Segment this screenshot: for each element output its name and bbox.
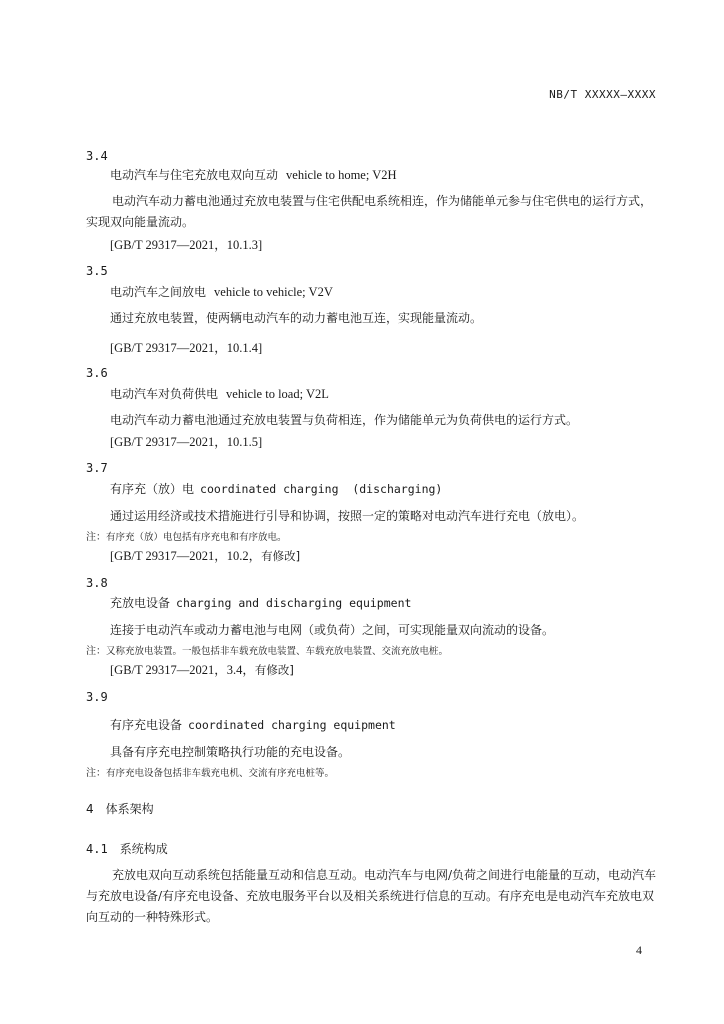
term-chinese: 有序充（放）电 [110,482,195,496]
note-label: 注： [86,532,106,543]
body-paragraph: 充放电双向互动系统包括能量互动和信息互动。电动汽车与电网/负荷之间进行电能量的互动，电动汽车与充放电设备/有序充电设备、充放电服务平台以及相关系统进行信息的互动。有序充电是电动汽车充放电双向互动的一种特殊形式。 [86,868,657,924]
term-title [110,480,442,497]
note-text: 有序充电设备包括非车载充电机、交流有序充电桩等。 [106,768,335,779]
term-reference: [GB/T 29317—2021，10.1.4] [110,341,263,355]
term-number: 3.8 [86,576,108,590]
term-chinese: 电动汽车之间放电 [110,285,207,299]
term-definition: 具备有序充电控制策略执行功能的充电设备。 [110,745,351,759]
document-code: NB/T XXXXX—XXXX [549,88,656,101]
term-note [86,642,448,657]
term-number: 3.5 [86,264,108,278]
term-chinese: 有序充电设备 [110,718,183,732]
reference-code: [GB/T 29317—2021，10.2， [110,549,262,563]
term-number: 3.7 [86,461,108,475]
term-chinese: 充放电设备 [110,596,171,610]
note-label: 注： [86,646,106,657]
subsection-heading [86,840,168,857]
section-number: 4 [86,802,94,816]
term-definition: 电动汽车动力蓄电池通过充放电装置与住宅供配电系统相连，作为储能单元参与住宅供电的运行方式，实现双向能量流动。 [86,194,653,229]
term-english: charging and discharging equipment [176,596,412,610]
term-title [110,716,396,733]
term-reference [110,660,294,678]
term-number: 3.9 [86,690,108,704]
term-number: 3.6 [86,366,108,380]
term-title [110,166,397,183]
term-english: vehicle to home; V2H [286,168,397,182]
term-title [110,594,411,611]
term-definition: 通过充放电装置，使两辆电动汽车的动力蓄电池互连，实现能量流动。 [110,311,483,325]
term-reference: [GB/T 29317—2021，10.1.5] [110,435,263,449]
term-english: coordinated charging equipment [188,718,396,732]
term-english: vehicle to load; V2L [226,387,329,401]
term-chinese: 电动汽车对负荷供电 [110,387,219,401]
reference-code: [GB/T 29317—2021，3.4， [110,663,255,677]
term-definition: 连接于电动汽车或动力蓄电池与电网（或负荷）之间，可实现能量双向流动的设备。 [110,623,555,637]
term-title [110,283,333,300]
term-chinese: 电动汽车与住宅充放电双向互动 [110,168,279,182]
page-number: 4 [636,943,642,957]
note-label: 注： [86,768,106,779]
subsection-title: 系统构成 [119,842,168,856]
reference-modified: 有修改] [254,663,294,677]
term-english: coordinated charging (discharging) [200,482,443,496]
reference-modified: 有修改] [261,549,301,563]
term-title [110,385,329,402]
section-heading [86,800,154,817]
subsection-number: 4.1 [86,842,108,856]
term-number: 3.4 [86,149,108,163]
term-reference: [GB/T 29317—2021，10.1.3] [110,238,263,252]
note-text: 又称充放电装置。一般包括非车载充放电装置、车载充放电装置、交流充放电桩。 [106,646,449,657]
term-definition: 电动汽车动力蓄电池通过充放电装置与负荷相连，作为储能单元为负荷供电的运行方式。 [110,413,579,427]
term-reference [110,546,300,564]
term-definition: 通过运用经济或技术措施进行引导和协调，按照一定的策略对电动汽车进行充电（放电）。 [110,509,585,523]
term-note [86,528,287,543]
term-english: vehicle to vehicle; V2V [214,285,333,299]
note-text: 有序充（放）电包括有序充电和有序放电。 [106,532,287,543]
section-title: 体系架构 [105,802,154,816]
term-note [86,764,334,779]
